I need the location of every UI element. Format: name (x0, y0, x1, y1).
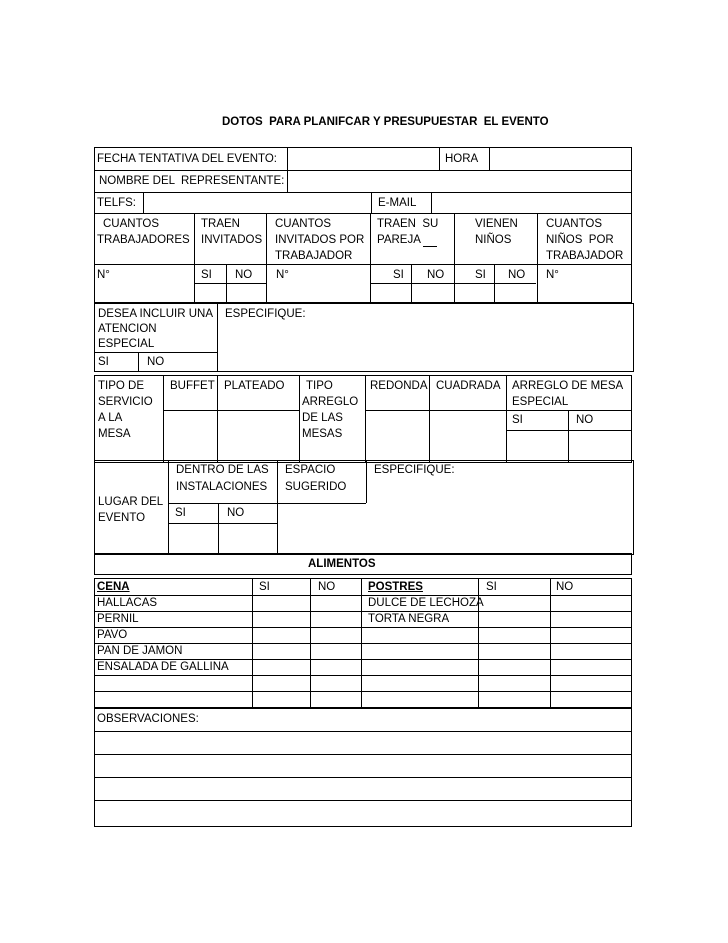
postres-no-column[interactable] (552, 597, 630, 706)
pareja-no-label: NO (427, 269, 445, 281)
arreglo-especial-no-label: NO (576, 414, 594, 426)
telfs-field[interactable] (145, 194, 369, 212)
dentro-si-box[interactable] (170, 525, 216, 553)
dentro-no-box[interactable] (220, 525, 275, 553)
dentro-si-label: SI (175, 507, 186, 519)
vienen-ninos-l2: NIÑOS (475, 234, 512, 246)
pareja-no-box[interactable] (413, 285, 452, 301)
ninos-no-label: NO (508, 269, 526, 281)
invitados-no-label: NO (235, 269, 253, 281)
arreglo-especial-l2: ESPECIAL (512, 396, 569, 408)
postre-item: TORTA NEGRA (368, 613, 450, 625)
lugar-label-l2: EVENTO (98, 512, 146, 524)
arreglo-especial-l1: ARREGLO DE MESA (512, 380, 624, 392)
postres-header: POSTRES (368, 581, 423, 593)
ninos-no-box[interactable] (496, 285, 535, 301)
espacio-sugerido-field[interactable] (279, 505, 364, 553)
ninos-n-label: N° (546, 269, 559, 281)
observaciones-field[interactable] (96, 733, 630, 825)
traen-invitados-l1: TRAEN (201, 218, 240, 230)
lugar-especifique-field[interactable] (368, 480, 632, 553)
cena-item: HALLACAS (97, 597, 158, 609)
atencion-label-l1: DESEA INCLUIR UNA (98, 308, 214, 320)
fecha-field[interactable] (289, 149, 437, 169)
cena-no-header: NO (318, 581, 336, 593)
cena-item: PERNIL (97, 613, 139, 625)
atencion-no-label: NO (147, 356, 165, 368)
ninos-si-label: SI (475, 269, 486, 281)
alimentos-header: ALIMENTOS (308, 558, 376, 570)
pareja-si-box[interactable] (372, 285, 409, 301)
email-field[interactable] (433, 194, 630, 212)
trabajadores-n-label: N° (97, 269, 110, 281)
traen-pareja-l2: PAREJA (377, 234, 421, 246)
lugar-especifique-label: ESPECIFIQUE: (374, 464, 455, 476)
redonda-box[interactable] (367, 412, 427, 461)
buffet-label: BUFFET (170, 380, 215, 392)
atencion-label-l3: ESPECIAL (98, 338, 155, 350)
cuantos-trabajadores-l2: TRABAJADORES (97, 234, 190, 246)
atencion-especifique-label: ESPECIFIQUE: (225, 308, 306, 320)
invitados-no-box[interactable] (228, 285, 264, 301)
cuantos-invitados-l1: CUANTOS (275, 218, 332, 230)
atencion-si-label: SI (98, 356, 109, 368)
ninos-n-field[interactable] (539, 285, 630, 301)
espacio-label-l2: SUGERIDO (285, 481, 347, 493)
dentro-no-label: NO (227, 507, 245, 519)
cuantos-invitados-l2: INVITADOS POR (275, 234, 365, 246)
observaciones-label: OBSERVACIONES: (97, 713, 199, 725)
postres-si-header: SI (486, 581, 497, 593)
arreglo-especial-si-label: SI (512, 414, 523, 426)
ninos-si-box[interactable] (456, 285, 492, 301)
dentro-label-l1: DENTRO DE LAS (176, 464, 269, 476)
invitados-n-field[interactable] (268, 285, 368, 301)
cena-si-column[interactable] (254, 597, 308, 706)
servicio-label-l4: MESA (98, 428, 131, 440)
postre-item: DULCE DE LECHOZA (368, 597, 484, 609)
invitados-si-box[interactable] (196, 285, 224, 301)
redonda-label: REDONDA (370, 380, 428, 392)
invitados-n-label: N° (276, 269, 289, 281)
vienen-ninos-l1: VIENEN (475, 218, 518, 230)
postres-no-header: NO (556, 581, 574, 593)
servicio-label-l2: SERVICIO (98, 396, 153, 408)
cena-si-header: SI (259, 581, 270, 593)
cena-item: PAN DE JAMON (97, 645, 183, 657)
hora-label: HORA (445, 153, 479, 165)
arreglo-label-l1: TIPO (306, 380, 333, 392)
cuadrada-label: CUADRADA (436, 380, 501, 392)
arreglo-label-l4: MESAS (302, 428, 343, 440)
cuantos-trabajadores-l1: CUANTOS (103, 218, 160, 230)
nombre-label: NOMBRE DEL REPRESENTANTE: (99, 175, 285, 187)
dentro-label-l2: INSTALACIONES (176, 481, 268, 493)
postres-si-column[interactable] (480, 597, 548, 706)
buffet-box[interactable] (165, 412, 215, 461)
cuantos-ninos-l2: NIÑOS POR (546, 234, 614, 246)
traen-invitados-l2: INVITADOS (201, 234, 263, 246)
cuadrada-box[interactable] (431, 412, 504, 461)
cena-item: ENSALADA DE GALLINA (97, 661, 229, 673)
trabajadores-n-field[interactable] (96, 285, 192, 301)
espacio-label-l1: ESPACIO (285, 464, 336, 476)
arreglo-especial-si-box[interactable] (508, 432, 566, 461)
telfs-label: TELFS: (97, 197, 136, 209)
arreglo-label-l2: ARREGLO (302, 396, 359, 408)
cuantos-ninos-l1: CUANTOS (546, 218, 603, 230)
cuantos-ninos-l3: TRABAJADOR (546, 250, 624, 262)
arreglo-especial-no-box[interactable] (570, 432, 630, 461)
hora-field[interactable] (491, 149, 630, 169)
atencion-label-l2: ATENCION (98, 323, 157, 335)
fecha-label: FECHA TENTATIVA DEL EVENTO: (97, 153, 277, 165)
lugar-label-l1: LUGAR DEL (98, 496, 164, 508)
servicio-label-l1: TIPO DE (98, 380, 145, 392)
cena-item: PAVO (97, 629, 128, 641)
nombre-field[interactable] (289, 172, 630, 191)
email-label: E-MAIL (378, 197, 417, 209)
atencion-especifique-field[interactable] (219, 323, 632, 370)
plateado-box[interactable] (219, 412, 297, 461)
cena-no-column[interactable] (312, 597, 359, 706)
traen-pareja-l1: TRAEN SU (377, 218, 439, 230)
form-title: DOTOS PARA PLANIFCAR Y PRESUPUESTAR EL EVENTO (222, 116, 549, 128)
invitados-si-label: SI (201, 269, 212, 281)
cena-header: CENA (97, 581, 130, 593)
plateado-label: PLATEADO (224, 380, 285, 392)
servicio-label-l3: A LA (98, 412, 123, 424)
arreglo-label-l3: DE LAS (302, 412, 343, 424)
cuantos-invitados-l3: TRABAJADOR (275, 250, 353, 262)
pareja-si-label: SI (393, 269, 404, 281)
